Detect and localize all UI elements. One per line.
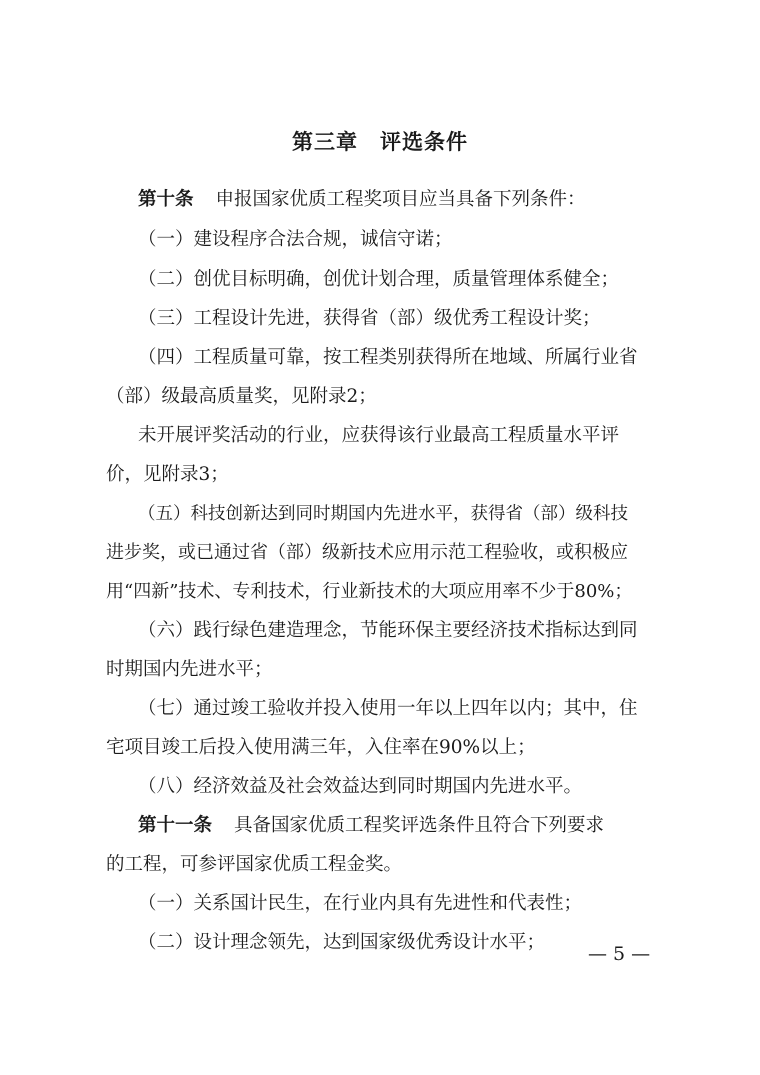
- item-5-line: （五）科技创新达到同时期国内先进水平，获得省（部）级科技: [138, 504, 628, 524]
- item-4-continuation: （部）级最高质量奖，见附录2；: [106, 386, 377, 407]
- item-5-continuation-1: 进步奖，或已通过省（部）级新技术应用示范工程验收，或积极应: [106, 542, 628, 563]
- note-line: 未开展评奖活动的行业，应获得该行业最高工程质量水平评: [138, 425, 620, 446]
- article-10-intro: 申报国家优质工程奖项目应当具备下列条件：: [215, 189, 586, 210]
- article-10-label: 第十条: [138, 189, 194, 210]
- item-7-continuation: 宅项目竣工后投入使用满三年，入住率在90%以上；: [106, 737, 536, 758]
- article-11-intro: 具备国家优质工程奖评选条件且符合下列要求: [234, 815, 605, 836]
- note-continuation: 价，见附录3；: [106, 464, 229, 485]
- page-number: — 5 —: [588, 943, 651, 965]
- item-6-line: （六）践行绿色建造理念，节能环保主要经济技术指标达到同: [138, 620, 638, 641]
- article-11-label: 第十一条: [138, 815, 213, 836]
- article-11-continuation: 的工程，可参评国家优质工程金奖。: [106, 854, 403, 875]
- article-11-heading: [138, 810, 638, 842]
- item-2-line: （二）创优目标明确，创优计划合理，质量管理体系健全；: [138, 269, 620, 290]
- item-1-line: （一）建设程序合法合规，诚信守诺；: [138, 229, 453, 250]
- item-8-line: （八）经济效益及社会效益达到同时期国内先进水平。: [138, 776, 583, 797]
- item-6-continuation: 时期国内先进水平；: [106, 659, 273, 680]
- item-4-line: （四）工程质量可靠，按工程类别获得所在地域、所属行业省: [138, 347, 638, 368]
- chapter-title: 第三章 评选条件: [292, 130, 468, 154]
- article-11-item-1: （一）关系国计民生，在行业内具有先进性和代表性；: [138, 893, 583, 914]
- item-3-line: （三）工程设计先进，获得省（部）级优秀工程设计奖；: [138, 308, 601, 329]
- item-7-line: （七）通过竣工验收并投入使用一年以上四年以内；其中，住: [138, 698, 638, 719]
- article-10-heading: [138, 184, 638, 216]
- article-11-item-2: （二）设计理念领先，达到国家级优秀设计水平；: [138, 932, 546, 953]
- item-5-continuation-2: 用“四新”技术、专利技术，行业新技术的大项应用率不少于80%；: [106, 581, 633, 602]
